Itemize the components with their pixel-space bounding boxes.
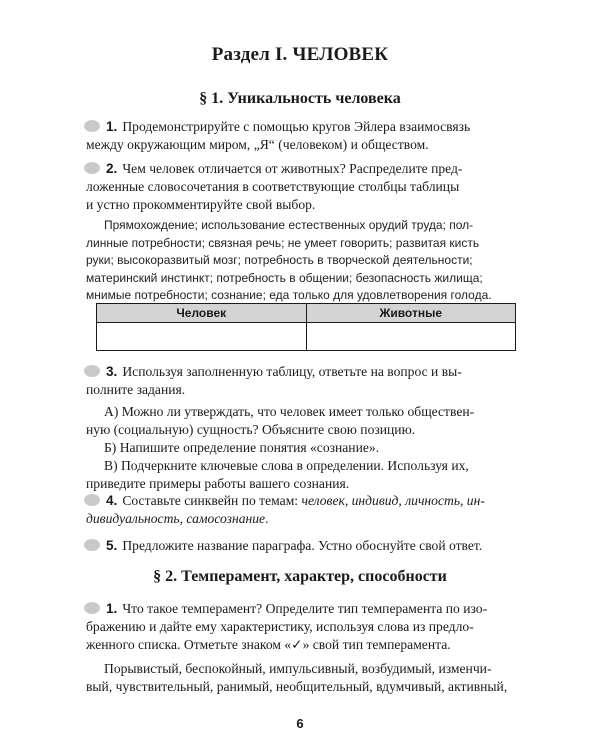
task-1-4: 4. Составьте синквейн по темам: человек, индивид, личность, ин- дивидуальность, самосознание. [86, 493, 485, 526]
paragraph-1-title: § 1. Уникальность человека [199, 90, 401, 107]
task-1-3-item-a: А) Можно ли утверждать, что человек имеет только обществен- ную (социальную) сущность? Объясните свою позицию. [86, 404, 475, 437]
task-marker-icon [84, 539, 100, 551]
paragraph-2-title: § 2. Темперамент, характер, способности [153, 568, 447, 585]
task-marker-icon [84, 494, 100, 506]
table-row [97, 323, 516, 351]
task-1-3-item-c: В) Подчеркните ключевые слова в определении. Используя их, приведите примеры работы вашего сознания. [86, 458, 469, 491]
task-marker-icon [84, 162, 100, 174]
task-1-3-item-b: Б) Напишите определение понятия «сознание». [104, 440, 380, 455]
task-1-5: 5. Предложите название параграфа. Устно обоснуйте свой ответ. [86, 537, 518, 555]
section-title: Раздел I. ЧЕЛОВЕК [211, 44, 389, 65]
task-1-2: 2. Чем человек отличается от животных? Распределите пред- ложенные словосочетания в соответствующие столбцы таблицы и устно прокомментируйте свой выбор. [86, 161, 463, 212]
table-header-animals: Животные [306, 304, 516, 323]
table-cell-human[interactable] [97, 323, 307, 351]
page-number: 6 [296, 716, 304, 731]
task-marker-icon [84, 365, 100, 377]
task-marker-icon [84, 120, 100, 132]
word-list-2: Порывистый, беспокойный, импульсивный, возбудимый, изменчи- вый, чувствительный, ранимый, необщительный, вдумчивый, активный, [86, 661, 508, 694]
human-animal-table [96, 303, 516, 351]
task-1-3: 3. Используя заполненную таблицу, ответьте на вопрос и вы- полните задания. [86, 364, 462, 397]
task-1-1: 1. Продемонстрируйте с помощью кругов Эйлера взаимосвязь между окружающим миром, „Я“ (человеком) и обществом. [86, 119, 471, 152]
word-list: Прямохождение; использование естественных орудий труда; пол- линные потребности; связная речь; не умеет говорить; развитая кисть руки; высокоразвитый мозг; потребность в творческой деятельности; материнский инстинкт; потребность в общении; безопасность жилища; мнимые потребности; сознание; еда только для удовлетворения голода. [86, 218, 492, 302]
table-header-human: Человек [97, 304, 307, 323]
task-marker-icon [84, 602, 100, 614]
table-cell-animals[interactable] [306, 323, 516, 351]
task-2-1: 1. Что такое темперамент? Определите тип темперамента по изо- бражению и дайте ему характеристику, используя слова из предло- женного списка. Отметьте знаком «✓» свой тип темперамента. [86, 601, 488, 652]
